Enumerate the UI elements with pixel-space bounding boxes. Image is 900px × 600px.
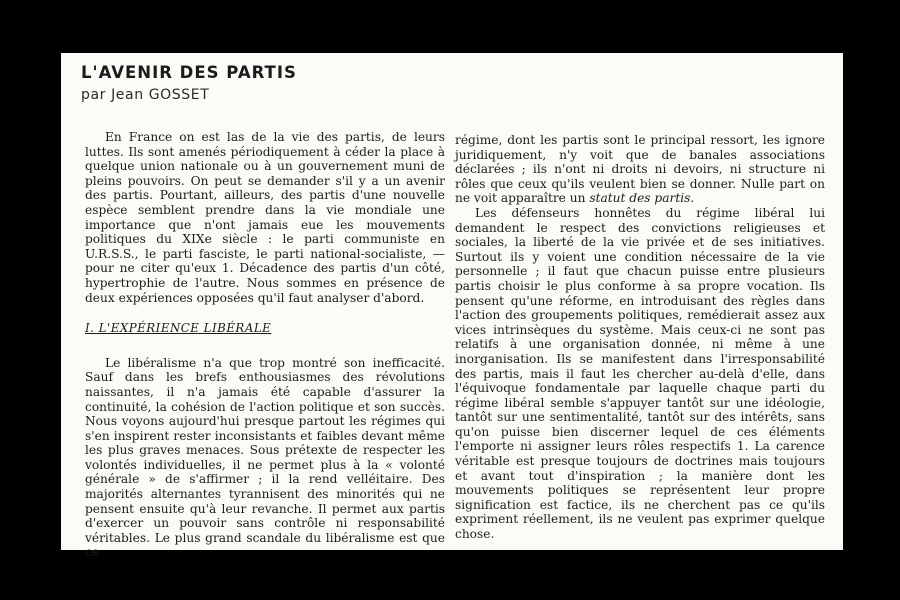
intro-paragraph: En France on est las de la vie des partis, de leurs luttes. Ils sont amenés périodiquement à céder la place à quelque union nationale ou à un gouvernement muni de pleins pouvoirs. On peut se demander s'il y a un avenir des partis. Pourtant, ailleurs, des partis d'une nouvelle espèce semblent prendre dans la vie mondiale une importance que n'ont jamais eue les mouvements politiques du XIXe siècle : le parti communiste en U.R.S.S., le parti fasciste, le parti national-socialiste, — pour ne citer qu'eux 1. Décadence des partis d'un côté, hypertrophie de l'autre. Nous sommes en présence de deux expériences opposées qu'il faut analyser d'abord. — [85, 130, 445, 305]
scanned-page — [61, 53, 843, 560]
statut-des-partis-emphasis: statut des partis — [589, 191, 691, 206]
continued-paragraph — [455, 133, 825, 206]
continued-end: . — [690, 191, 695, 206]
section-paragraph: Le libéralisme n'a que trop montré son inefficacité. Sauf dans les brefs enthousiasmes des révolutions naissantes, il n'a jamais été capable d'assurer la continuité, la cohésion de l'action politique et son succès. Nous voyons aujourd'hui presque partout les régimes qui s'en inspirent rester inconsistants et faibles devant même les plus graves menaces. Sous prétexte de respecter les volontés individuelles, il ne permet plus à la « volonté générale » de s'affirmer ; il la rend velléitaire. Des majorités alternantes tyrannisent des minorités qui ne pensent ensuite qu'à leur revanche. Il permet aux partis d'exercer un pouvoir sans contrôle ni responsabilité véritables. Le plus grand scandale du libéralisme est que ce — [85, 355, 445, 560]
defenders-paragraph: Les défenseurs honnêtes du régime libéral lui demandent le respect des convictions religieuses et sociales, la liberté de la vie privée et de ses initiatives. Surtout ils y voient une condition nécessaire de la vie personnelle ; il faut que chacun puisse entre plusieurs partis choisir le plus conforme à sa propre vocation. Ils pensent qu'une réforme, en introduisant des règles dans l'action des groupements politiques, remédierait assez aux vices intrinsèques du système. Mais ceux-ci ne sont pas relatifs à une organisation donnée, ni même à une inorganisation. Ils se manifestent dans l'irresponsabilité des partis, mais il faut les chercher au-delà d'elle, dans l'équivoque fondamentale par laquelle chaque parti du régime libéral semble s'appuyer tantôt sur une idéologie, tantôt sur une sentimentalité, tantôt sur des intérêts, sans qu'on puisse bien discerner lequel de ces éléments l'emporte ni assigner leurs rôles respectifs 1. La carence véritable est presque toujours de doctrines mais toujours et avant tout d'inspiration ; la manière dont les mouvements politiques se représentent leur propre signification est factice, ils ne cherchent pas ce qu'ils expriment réellement, ils ne veulent pas exprimer quelque chose. — [455, 205, 825, 542]
right-column — [455, 133, 825, 542]
article-author: par Jean GOSSET — [81, 87, 210, 103]
article-title: L'AVENIR DES PARTIS — [81, 63, 297, 82]
continued-text: régime, dont les partis sont le principal ressort, les ignore juridiquement, n'y voit que de banales associations déclarées ; ils n'ont ni droits ni devoirs, ni structure ni rôles que ceux qu'ils veulent bien se donner. Nulle part on ne voit apparaître un — [455, 133, 825, 206]
section-heading: I. L'EXPÉRIENCE LIBÉRALE — [85, 321, 272, 336]
left-column — [85, 130, 445, 560]
